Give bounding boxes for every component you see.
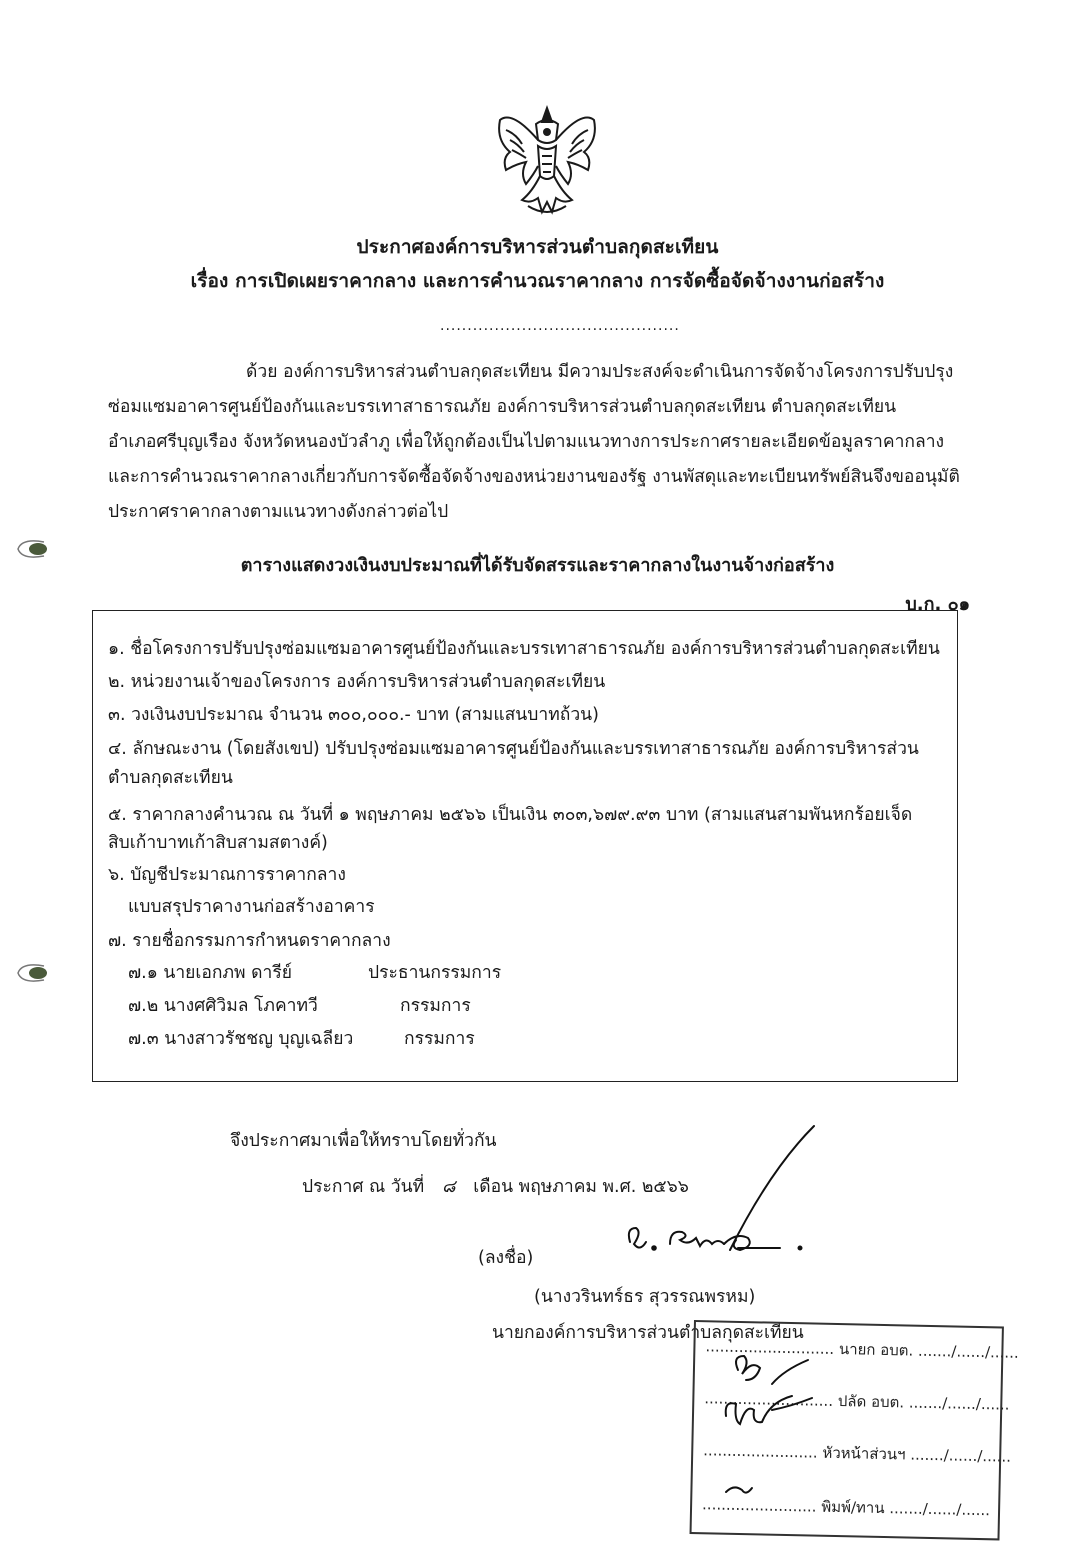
hole-punch-icon [14, 962, 52, 984]
intro-paragraph [108, 355, 978, 530]
intro-line: อำเภอศรีบุญเรือง จังหวัดหนองบัวลำภู เพื่อให้ถูกต้องเป็นไปตามแนวทางการประกาศรายละเอียดข้อมูลราคากลาง [108, 432, 945, 452]
median-price-item-cont: สิบเก้าบาทเก้าสิบสามสตางค์) [108, 833, 328, 853]
handwritten-signature [610, 1120, 820, 1280]
committee-member-role: กรรมการ [404, 1029, 475, 1049]
estimate-item: ๖. บัญชีประมาณการราคากลาง [108, 865, 346, 885]
work-description-item: ๔. ลักษณะงาน (โดยสังเขป) ปรับปรุงซ่อมแซมอาคารศูนย์ป้องกันและบรรเทาสาธารณภัย องค์การบริหารส่วน [108, 739, 919, 759]
stamp-line-mayor: ........................... นายก อบต. ......./....../...... [705, 1337, 1019, 1362]
work-description-item-cont: ตำบลกุดสะเทียน [108, 768, 233, 788]
intro-line: และการคำนวณราคากลางเกี่ยวกับการจัดซื้อจัดจ้างของหน่วยงานของรัฐ งานพัสดุและทะเบียนทรัพย์สินจึงขออนุมัติ [108, 467, 960, 487]
budget-item: ๓. วงเงินงบประมาณ จำนวน ๓๐๐,๐๐๐.- บาท (สามแสนบาทถ้วน) [108, 705, 599, 725]
form-code: บ.ก. ๐๑ [905, 594, 970, 615]
stamp-line-clerk: ........................... ปลัด อบต. ......./....../...... [704, 1389, 1010, 1414]
committee-member-name: ๗.๑ นายเอกภพ ดารีย์ [128, 963, 293, 983]
stamp-initials-signature [712, 1340, 822, 1510]
signer-name: (นางวรินทร์ธร สุวรรณพรหม) [534, 1287, 756, 1307]
announce-date: ประกาศ ณ วันที่ ๘ เดือน พฤษภาคม พ.ศ. ๒๕๖๖ [302, 1172, 689, 1200]
announcement-title: ประกาศองค์การบริหารส่วนตำบลกุดสะเทียน [356, 236, 719, 258]
committee-item: ๗. รายชื่อกรรมการกำหนดราคากลาง [108, 931, 391, 951]
announcement-subject: เรื่อง การเปิดเผยราคากลาง และการคำนวณราคากลาง การจัดซื้อจัดจ้างงานก่อสร้าง [190, 270, 885, 292]
table-title: ตารางแสดงวงเงินงบประมาณที่ได้รับจัดสรรและราคากลางในงานจ้างก่อสร้าง [240, 555, 835, 576]
signer-title: นายกองค์การบริหารส่วนตำบลกุดสะเทียน [492, 1323, 804, 1343]
committee-member-role: กรรมการ [400, 996, 471, 1016]
announce-text: จึงประกาศมาเพื่อให้ทราบโดยทั่วกัน [230, 1131, 497, 1151]
committee-member-name: ๗.๒ นางศศิวิมล โภคาทวี [128, 996, 318, 1016]
median-price-item: ๕. ราคากลางคำนวณ ณ วันที่ ๑ พฤษภาคม ๒๕๖๖ เป็นเงิน ๓๐๓,๖๗๙.๙๓ บาท (สามแสนสามพันหกร้อยเจ็ด [108, 805, 913, 825]
estimate-subitem: แบบสรุปราคางานก่อสร้างอาคาร [128, 897, 375, 917]
stamp-line-head: ........................ หัวหน้าส่วนฯ ......./....../...... [703, 1441, 1012, 1466]
intro-line: ประกาศราคากลางตามแนวทางดังกล่าวต่อไป [108, 502, 449, 522]
intro-line: ซ่อมแซมอาคารศูนย์ป้องกันและบรรเทาสาธารณภัย องค์การบริหารส่วนตำบลกุดสะเทียน ตำบลกุดสะเทียน [108, 397, 897, 417]
project-name-item: ๑. ชื่อโครงการปรับปรุงซ่อมแซมอาคารศูนย์ป้องกันและบรรเทาสาธารณภัย องค์การบริหารส่วนตำบลกุดสะเทียน [108, 639, 940, 659]
intro-line: ด้วย องค์การบริหารส่วนตำบลกุดสะเทียน มีความประสงค์จะดำเนินการจัดจ้างโครงการปรับปรุง [246, 362, 954, 382]
project-owner-item: ๒. หน่วยงานเจ้าของโครงการ องค์การบริหารส่วนตำบลกุดสะเทียน [108, 672, 606, 692]
separator: ............................................ [440, 318, 680, 334]
committee-member-role: ประธานกรรมการ [368, 963, 502, 983]
committee-member-name: ๗.๓ นางสาวรัชชญ บุญเฉลียว [128, 1029, 354, 1049]
date-day-handwritten: ๘ [441, 1177, 456, 1197]
signed-label: (ลงชื่อ) [478, 1248, 534, 1268]
stamp-line-typist: ........................ พิมพ์/ทาน ......./....../...... [701, 1495, 991, 1520]
garuda-emblem-icon [492, 100, 602, 222]
